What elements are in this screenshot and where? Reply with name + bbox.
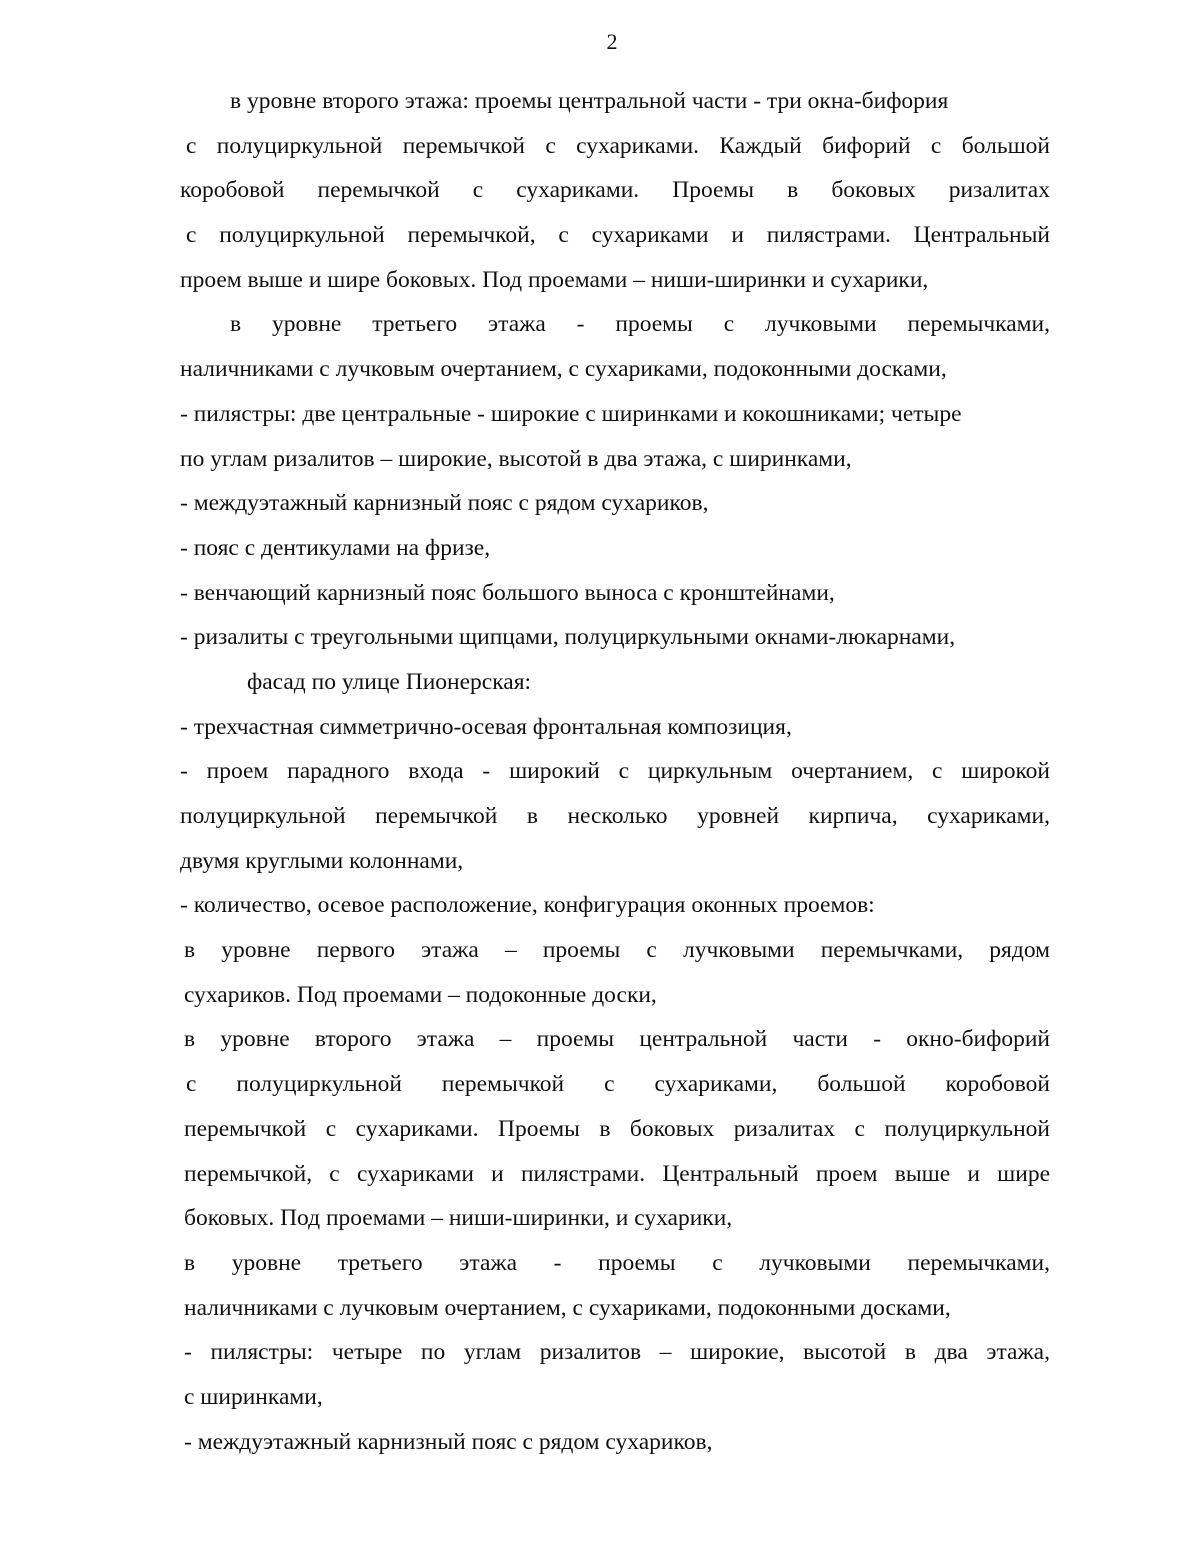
text-line: - междуэтажный карнизный пояс с рядом сухариков,	[180, 490, 709, 517]
text-line: - междуэтажный карнизный пояс с рядом сухариков,	[184, 1428, 713, 1455]
text-line: с полуциркульной перемычкой с сухариками, большой коробовой	[186, 1071, 1050, 1098]
document-body	[180, 79, 1050, 1464]
text-line: с полуциркульной перемычкой с сухариками. Каждый бифорий с большой	[186, 132, 1050, 159]
section-heading: фасад по улице Пионерская:	[247, 668, 532, 695]
text-line: с полуциркульной перемычкой, с сухариками и пилястрами. Центральный	[186, 222, 1050, 249]
text-line: проем выше и шире боковых. Под проемами – ниши-ширинки и сухарики,	[180, 266, 929, 293]
text-line: полуциркульной перемычкой в несколько уровней кирпича, сухариками,	[180, 803, 1050, 829]
text-line: - проем парадного входа - широкий с циркульным очертанием, с широкой	[180, 758, 1050, 785]
text-line: в уровне третьего этажа - проемы с лучковыми перемычками,	[184, 1249, 1050, 1276]
text-line: - ризалиты с треугольными щипцами, полуциркульными окнами-люкарнами,	[180, 624, 956, 651]
text-line: в уровне второго этажа – проемы центральной части - окно-бифорий	[184, 1026, 1050, 1053]
text-line: перемычкой, с сухариками и пилястрами. Центральный проем выше и шире	[184, 1160, 1050, 1187]
text-line: двумя круглыми колоннами,	[180, 847, 464, 874]
page-number: 2	[606, 29, 618, 54]
text-line: - пилястры: две центральные - широкие с ширинками и кокошниками; четыре	[180, 400, 962, 427]
text-line: в уровне второго этажа: проемы центральной части - три окна-бифория	[230, 88, 949, 114]
text-line: - пилястры: четыре по углам ризалитов – широкие, высотой в два этажа,	[184, 1339, 1050, 1366]
text-line: с ширинками,	[184, 1383, 323, 1410]
text-line: - количество, осевое расположение, конфигурация оконных проемов:	[180, 892, 875, 919]
text-line: боковых. Под проемами – ниши-ширинки, и сухарики,	[184, 1205, 733, 1232]
text-line: коробовой перемычкой с сухариками. Проемы в боковых ризалитах	[180, 177, 1050, 204]
text-line: по углам ризалитов – широкие, высотой в два этажа, с ширинками,	[180, 445, 852, 472]
text-line: наличниками с лучковым очертанием, с сухариками, подоконными досками,	[184, 1294, 951, 1321]
text-line: - пояс с дентикулами на фризе,	[180, 534, 491, 561]
text-line: в уровне третьего этажа - проемы с лучковыми перемычками,	[230, 311, 1050, 338]
text-line: в уровне первого этажа – проемы с лучковыми перемычками, рядом	[184, 937, 1050, 964]
text-line: сухариков. Под проемами – подоконные доски,	[184, 981, 657, 1008]
text-line: наличниками с лучковым очертанием, с сухариками, подоконными досками,	[180, 356, 947, 383]
text-line: - трехчастная симметрично-осевая фронтальная композиция,	[180, 713, 792, 740]
text-line: - венчающий карнизный пояс большого выноса с кронштейнами,	[180, 579, 835, 606]
text-line: перемычкой с сухариками. Проемы в боковых ризалитах с полуциркульной	[184, 1115, 1050, 1142]
